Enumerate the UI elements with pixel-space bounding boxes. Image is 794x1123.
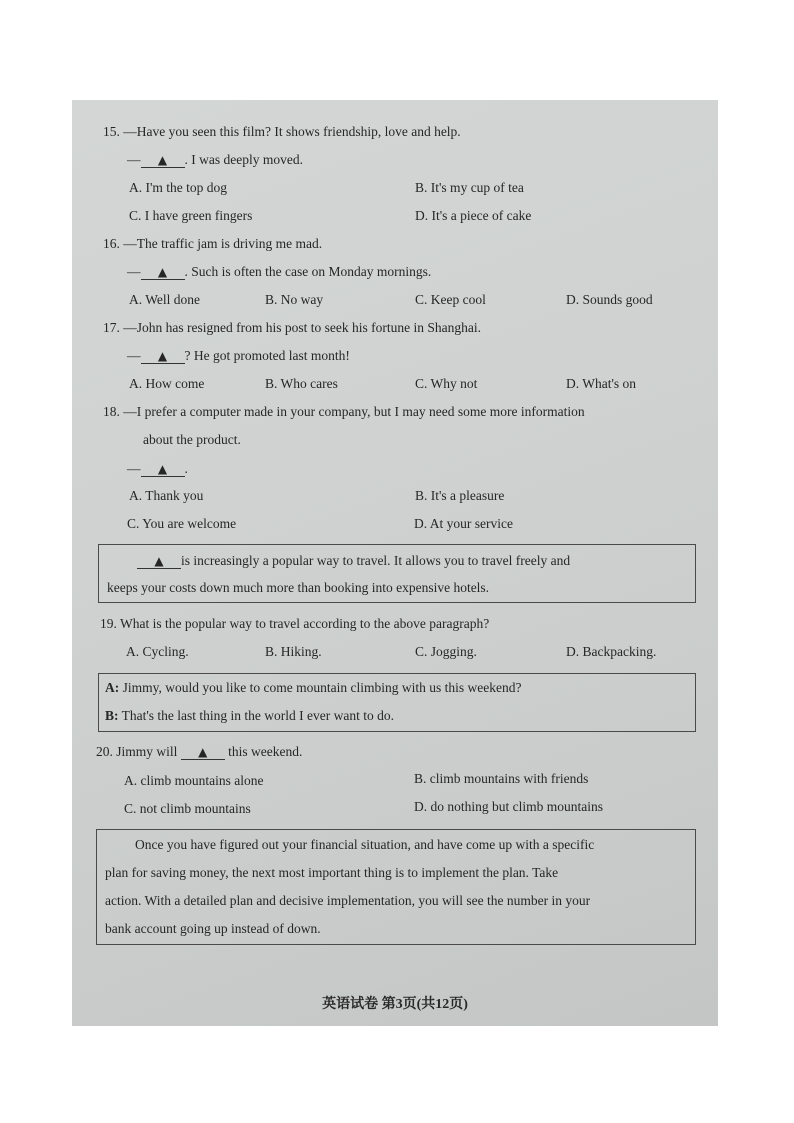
q18-reply-dash: — (127, 461, 141, 476)
q16-answer-blank (141, 265, 185, 280)
blank-triangle-icon: ▲ (198, 745, 208, 759)
q20-prompt-suffix: this weekend. (228, 744, 303, 759)
q20-option-b: B. climb mountains with friends (414, 771, 589, 786)
q19-option-a: A. Cycling. (126, 644, 189, 659)
q17-option-a: A. How come (129, 376, 205, 391)
q15-reply-dash: — (127, 152, 141, 167)
q20-option-d: D. do nothing but climb mountains (414, 799, 603, 814)
q18-answer-blank (141, 462, 185, 477)
q18-reply-line (127, 460, 188, 478)
blank-triangle-icon: ▲ (157, 349, 168, 363)
q17-number: 17. (103, 320, 120, 335)
q19-prompt-line (100, 615, 489, 633)
q20-prompt-line (96, 743, 302, 761)
q20-number: 20. (96, 744, 113, 759)
exam-page (72, 100, 718, 1026)
q17-reply-dash: — (127, 348, 141, 363)
reading-passage-box (96, 829, 696, 945)
q17-answer-blank (141, 349, 185, 364)
q18-prompt-line (103, 403, 585, 421)
speaker-b-text: That's the last thing in the world I ever want to do. (118, 708, 395, 723)
q18-option-c: C. You are welcome (127, 516, 237, 531)
q17-reply-line (127, 347, 350, 365)
q16-reply-line (127, 263, 431, 281)
q17-option-b: B. Who cares (265, 376, 338, 391)
page-footer: 英语试卷 第3页(共12页) (322, 997, 468, 1012)
q15-option-d: D. It's a piece of cake (415, 208, 532, 223)
q15-prompt: —Have you seen this film? It shows friendship, love and help. (123, 124, 461, 139)
q20-option-c: C. not climb mountains (124, 801, 251, 816)
passage-line-1: Once you have figured out your financial situation, and have come up with a specific (135, 837, 595, 852)
q15-answer-blank (141, 153, 185, 168)
q19-option-b: B. Hiking. (265, 644, 322, 659)
q19-passage-line1 (137, 552, 570, 570)
passage-line-4: bank account going up instead of down. (105, 921, 321, 936)
q18-prompt: —I prefer a computer made in your company, but I may need some more information (123, 404, 585, 419)
passage-line-2: plan for saving money, the next most important thing is to implement the plan. Take (105, 865, 559, 880)
q16-number: 16. (103, 236, 120, 251)
q17-prompt-line (103, 319, 481, 337)
blank-triangle-icon: ▲ (157, 462, 168, 476)
q20-dialogue-box (98, 673, 696, 732)
q15-reply-line (127, 151, 303, 169)
q19-passage-box (98, 544, 696, 603)
q19-passage-blank (137, 554, 181, 569)
q15-prompt-line (103, 123, 461, 141)
q18-option-a: A. Thank you (129, 488, 204, 503)
q16-option-d: D. Sounds good (566, 292, 653, 307)
blank-triangle-icon: ▲ (157, 265, 168, 279)
q17-option-d: D. What's on (566, 376, 637, 391)
blank-triangle-icon: ▲ (157, 153, 168, 167)
q15-option-b: B. It's my cup of tea (415, 180, 524, 195)
q16-reply-text: . Such is often the case on Monday mornings. (184, 264, 432, 279)
q19-option-d: D. Backpacking. (566, 644, 657, 659)
speaker-a-text: Jimmy, would you like to come mountain climbing with us this weekend? (119, 680, 522, 695)
q20-prompt-prefix: Jimmy will (116, 744, 178, 759)
q15-number: 15. (103, 124, 120, 139)
q17-option-c: C. Why not (415, 376, 478, 391)
speaker-a: A: (105, 680, 120, 695)
q15-option-a: A. I'm the top dog (129, 180, 228, 195)
q16-option-a: A. Well done (129, 292, 201, 307)
q19-number: 19. (100, 616, 117, 631)
q16-prompt-line (103, 235, 322, 253)
q15-option-c: C. I have green fingers (129, 208, 253, 223)
q20-dialogue-line-a (105, 679, 521, 697)
q18-number: 18. (103, 404, 120, 419)
q20-dialogue-line-b (105, 707, 394, 725)
q16-option-b: B. No way (265, 292, 324, 307)
q18-option-d: D. At your service (414, 516, 513, 531)
q18-option-b: B. It's a pleasure (415, 488, 505, 503)
q18-reply-text: . (184, 461, 188, 476)
q17-reply-text: ? He got promoted last month! (184, 348, 350, 363)
q19-prompt: What is the popular way to travel according to the above paragraph? (120, 616, 490, 631)
q16-prompt: —The traffic jam is driving me mad. (123, 236, 323, 251)
passage-line-3: action. With a detailed plan and decisive implementation, you will see the number in your (105, 893, 591, 908)
speaker-b: B: (105, 708, 119, 723)
q18-prompt-continuation: about the product. (143, 432, 241, 447)
q19-option-c: C. Jogging. (415, 644, 477, 659)
blank-triangle-icon: ▲ (154, 554, 164, 568)
q15-reply-text: . I was deeply moved. (184, 152, 303, 167)
q20-option-a: A. climb mountains alone (124, 773, 264, 788)
q17-prompt: —John has resigned from his post to seek his fortune in Shanghai. (123, 320, 481, 335)
q19-passage-line2: keeps your costs down much more than booking into expensive hotels. (107, 580, 490, 595)
q19-passage-text1: is increasingly a popular way to travel. It allows you to travel freely and (181, 553, 571, 568)
q20-answer-blank (181, 745, 225, 760)
q16-option-c: C. Keep cool (415, 292, 486, 307)
q16-reply-dash: — (127, 264, 141, 279)
